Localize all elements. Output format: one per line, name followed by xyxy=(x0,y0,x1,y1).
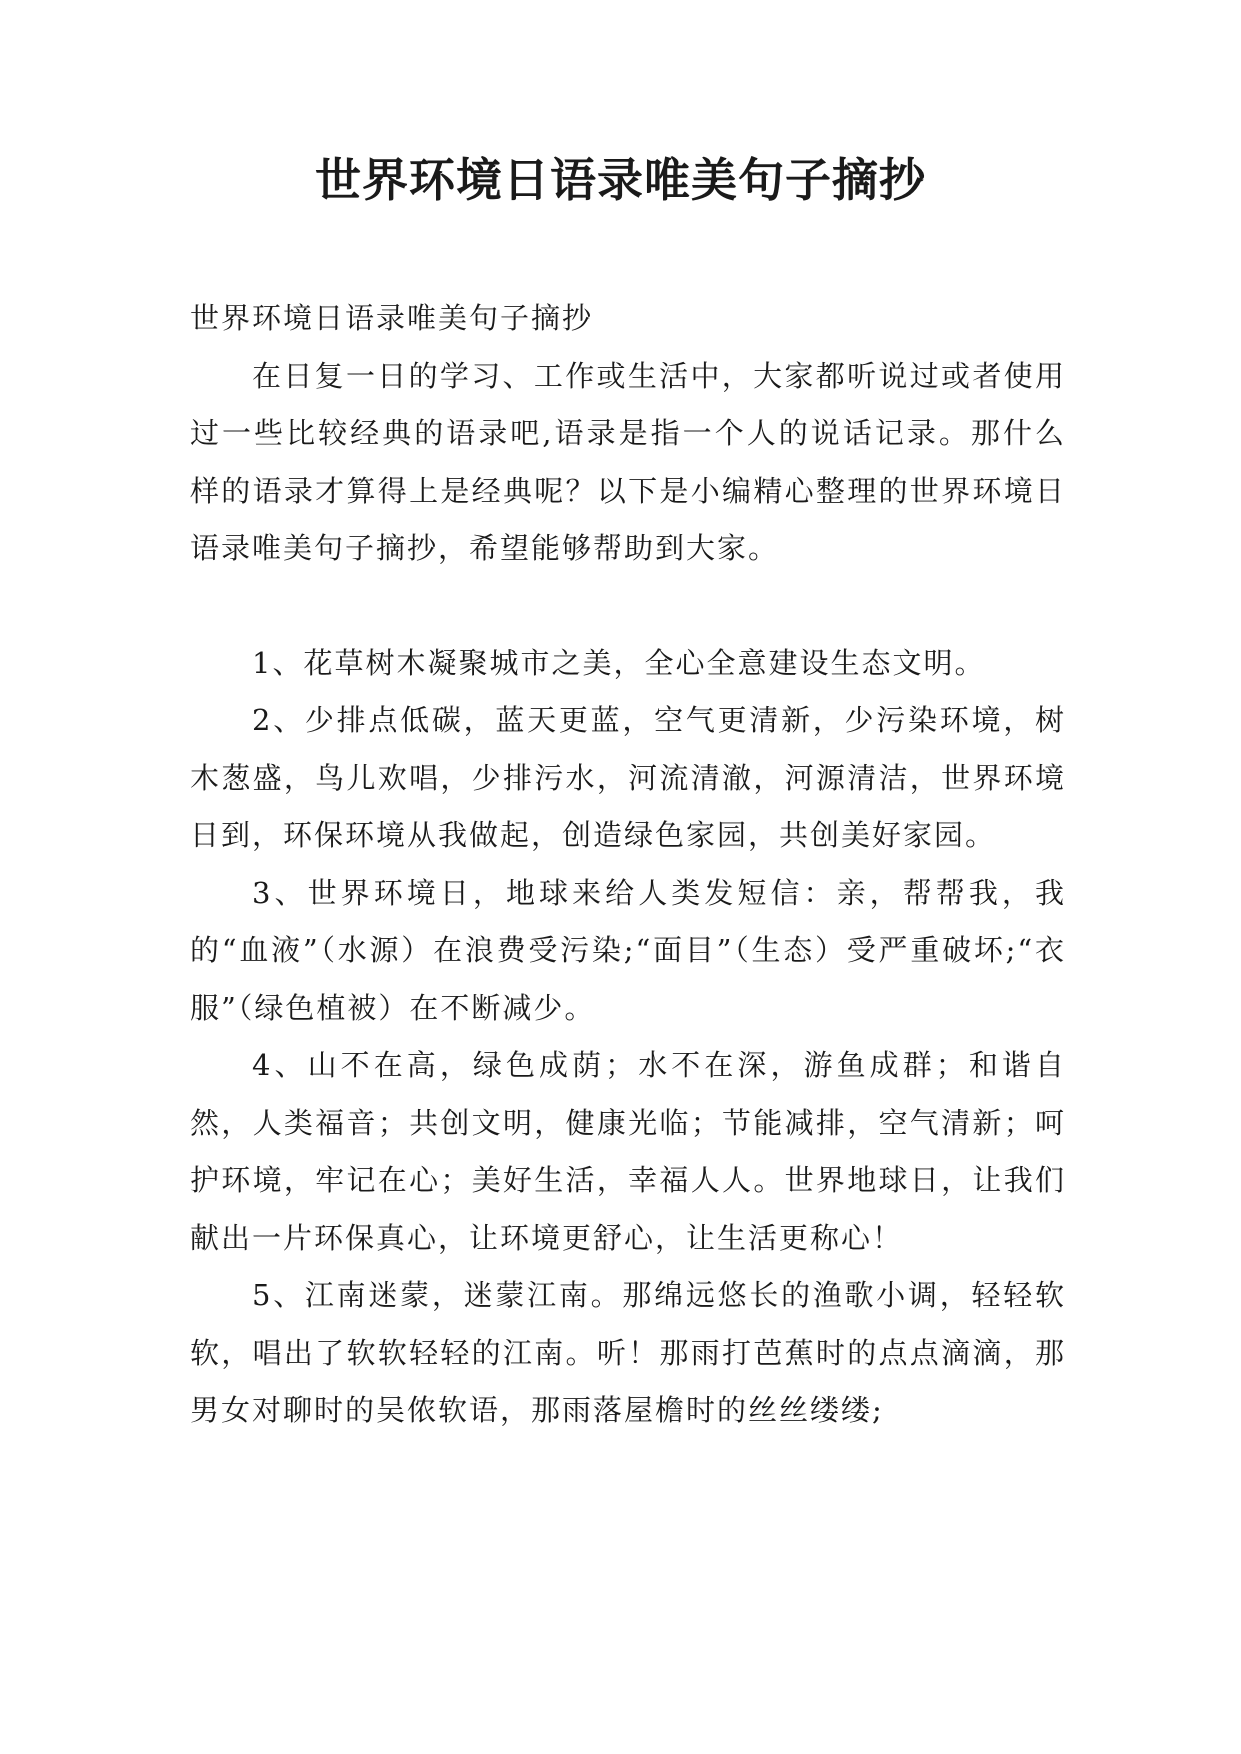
document-body xyxy=(190,290,1066,1440)
document-subtitle: 世界环境日语录唯美句子摘抄 xyxy=(190,301,594,335)
paragraph-spacer xyxy=(190,578,1066,635)
quote-item-3: 3、世界环境日，地球来给人类发短信：亲，帮帮我，我的“血液”（水源）在浪费受污染;“面目”（生态）受严重破坏;“衣服”（绿色植被）在不断减少。 xyxy=(190,875,1066,1025)
quote-item-5: 5、江南迷蒙，迷蒙江南。那绵远悠长的渔歌小调，轻轻软软，唱出了软软轻轻的江南。听！那雨打芭蕉时的点点滴滴，那男女对聊时的吴侬软语，那雨落屋檐时的丝丝缕缕; xyxy=(190,1278,1066,1427)
document-title: 世界环境日语录唯美句子摘抄 xyxy=(315,153,926,207)
intro-paragraph: 在日复一日的学习、工作或生活中，大家都听说过或者使用过一些比较经典的语录吧,语录是指一个人的说话记录。那什么样的语录才算得上是经典呢？以下是小编精心整理的世界环境日语录唯美句子摘抄，希望能够帮助到大家。 xyxy=(190,358,1066,565)
quote-item-1: 1、花草树木凝聚城市之美，全心全意建设生态文明。 xyxy=(252,645,986,680)
quote-item-2: 2、少排点低碳，蓝天更蓝，空气更清新，少污染环境，树木葱盛，鸟儿欢唱，少排污水，河流清澈，河源清洁，世界环境日到，环保环境从我做起，创造绿色家园，共创美好家园。 xyxy=(190,703,1066,852)
quote-item-4: 4、山不在高，绿色成荫；水不在深，游鱼成群；和谐自然，人类福音；共创文明，健康光临；节能减排，空气清新；呵护环境，牢记在心；美好生活，幸福人人。世界地球日，让我们献出一片环保真心，让环境更舒心，让生活更称心！ xyxy=(190,1048,1066,1255)
